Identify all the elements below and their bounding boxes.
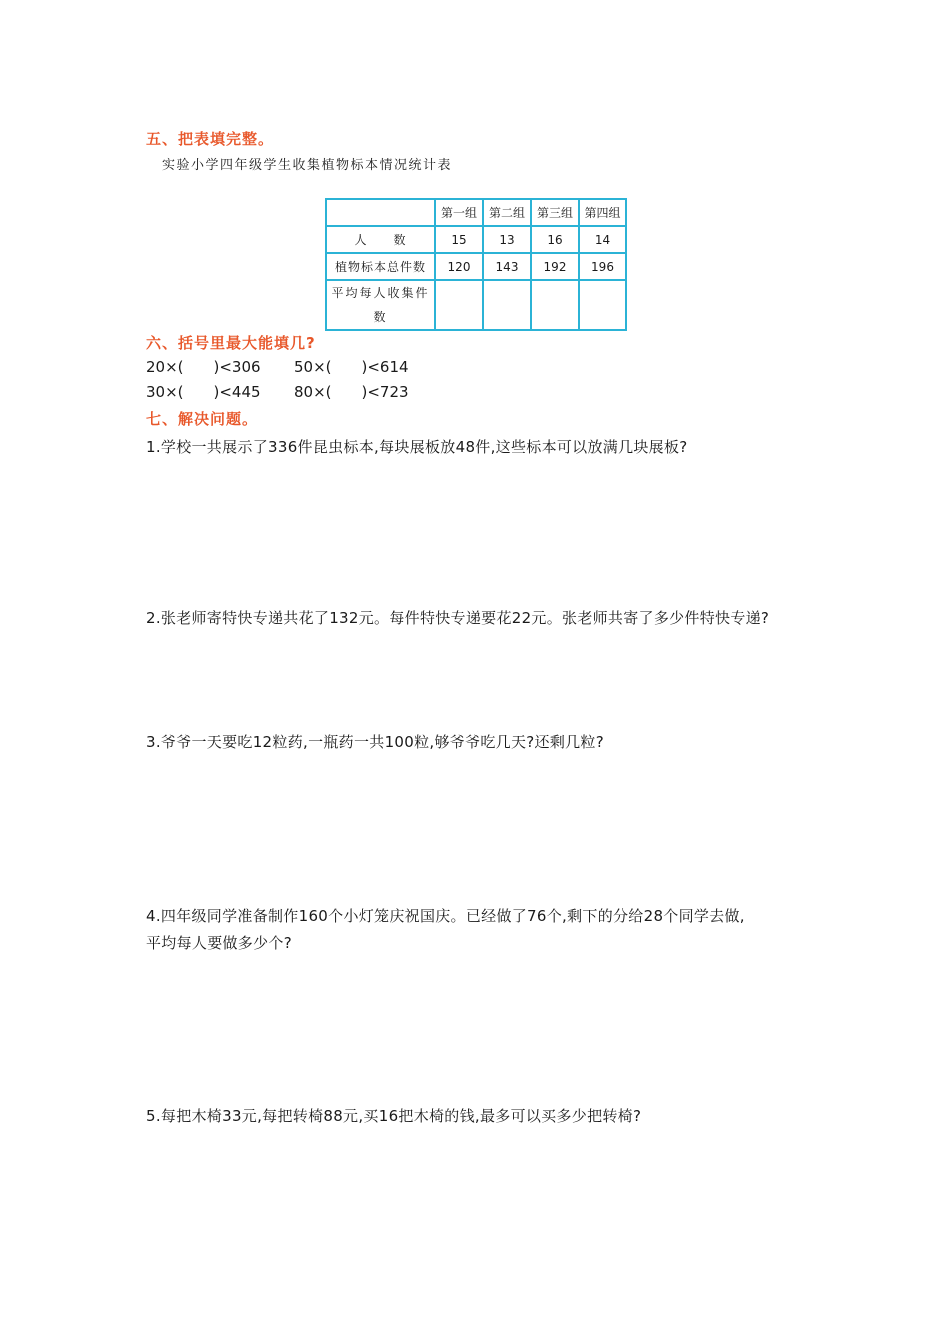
inequality-item <box>294 358 409 376</box>
expression-right: )<723 <box>361 383 409 401</box>
table-cell: 15 <box>435 226 483 253</box>
table-cell: 14 <box>579 226 626 253</box>
question-5: 5.每把木椅33元,每把转椅88元,买16把木椅的钱,最多可以买多少把转椅? <box>146 1107 642 1125</box>
row-label: 平均每人收集件数 <box>326 280 435 330</box>
inequality-row <box>146 358 409 376</box>
table-row <box>326 253 626 280</box>
table-cell: 16 <box>531 226 579 253</box>
row-label: 人 数 <box>326 226 435 253</box>
inequality-item <box>146 383 261 401</box>
answer-cell[interactable] <box>579 280 626 330</box>
table-row <box>326 226 626 253</box>
question-4-continued: 平均每人要做多少个? <box>146 934 292 952</box>
expression-right: )<614 <box>361 358 409 376</box>
section-5-heading: 五、把表填完整。 <box>146 130 275 148</box>
inequality-row <box>146 383 409 401</box>
expression-left: 30×( <box>146 383 184 401</box>
section-7-heading: 七、解决问题。 <box>146 410 259 428</box>
table-cell: 143 <box>483 253 531 280</box>
expression-left: 50×( <box>294 358 332 376</box>
stats-table <box>325 198 627 331</box>
section-6-heading: 六、括号里最大能填几? <box>146 334 316 352</box>
table-header-cell <box>326 199 435 226</box>
question-3: 3.爷爷一天要吃12粒药,一瓶药一共100粒,够爷爷吃几天?还剩几粒? <box>146 733 604 751</box>
table-header-cell: 第四组 <box>579 199 626 226</box>
expression-left: 20×( <box>146 358 184 376</box>
table-row <box>326 280 626 330</box>
table-header-row <box>326 199 626 226</box>
table-caption: 实验小学四年级学生收集植物标本情况统计表 <box>162 158 453 173</box>
answer-cell[interactable] <box>435 280 483 330</box>
table-header-cell: 第三组 <box>531 199 579 226</box>
table-cell: 192 <box>531 253 579 280</box>
expression-right: )<306 <box>213 358 261 376</box>
expression-right: )<445 <box>213 383 261 401</box>
table-cell: 120 <box>435 253 483 280</box>
table-header-cell: 第一组 <box>435 199 483 226</box>
expression-left: 80×( <box>294 383 332 401</box>
table-cell: 13 <box>483 226 531 253</box>
question-4: 4.四年级同学准备制作160个小灯笼庆祝国庆。已经做了76个,剩下的分给28个同学去做, <box>146 907 745 925</box>
table-header-cell: 第二组 <box>483 199 531 226</box>
answer-cell[interactable] <box>531 280 579 330</box>
question-2: 2.张老师寄特快专递共花了132元。每件特快专递要花22元。张老师共寄了多少件特快专递? <box>146 609 770 627</box>
answer-cell[interactable] <box>483 280 531 330</box>
inequality-item <box>146 358 261 376</box>
inequality-item <box>294 383 409 401</box>
row-label: 植物标本总件数 <box>326 253 435 280</box>
question-1: 1.学校一共展示了336件昆虫标本,每块展板放48件,这些标本可以放满几块展板? <box>146 438 688 456</box>
table-cell: 196 <box>579 253 626 280</box>
